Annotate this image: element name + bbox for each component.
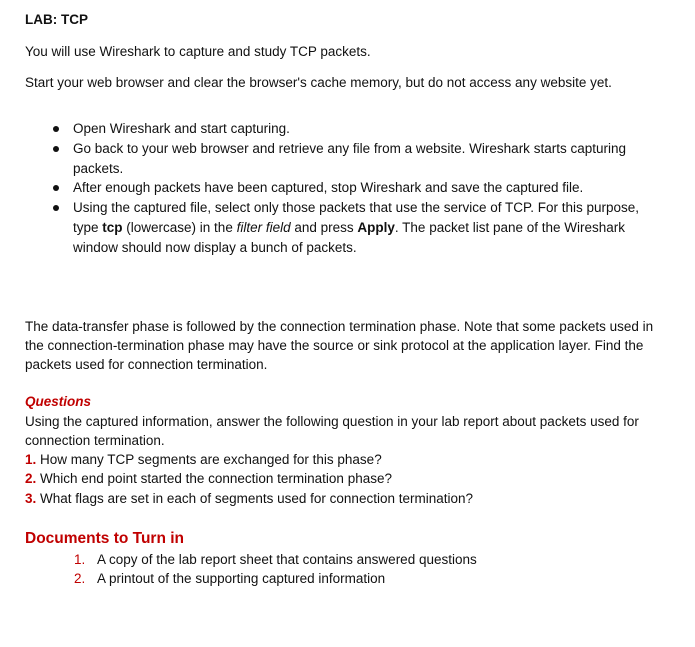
questions-heading: Questions: [25, 393, 92, 409]
question-item-1: [25, 450, 665, 470]
question-text: Which end point started the connection termination phase?: [36, 471, 392, 487]
bullet-icon: [53, 146, 59, 152]
question-number: 1.: [25, 451, 37, 467]
step-item-2: [25, 139, 665, 179]
step-item-1: [25, 119, 665, 139]
step4-part3: and press: [290, 219, 358, 235]
question-text: What flags are set in each of segments used for connection termination?: [36, 490, 474, 506]
bullet-icon: [53, 205, 59, 211]
bullet-icon: [53, 126, 59, 132]
steps-list: [25, 119, 665, 258]
step4-field: filter field: [236, 219, 291, 235]
document-number: 1.: [74, 552, 86, 568]
question-item-2: [25, 469, 665, 489]
step-item-3: [25, 178, 665, 198]
question-text: How many TCP segments are exchanged for this phase?: [36, 451, 382, 467]
bullet-icon: [53, 185, 59, 191]
document-number: 2.: [74, 571, 86, 587]
intro-paragraph-1: You will use Wireshark to capture and study TCP packets.: [25, 44, 371, 59]
termination-paragraph: The data-transfer phase is followed by the connection termination phase. Note that some packets used in the connection-termination phase may have the source or sink protocol at the application layer. Find the packets used for connection termination.: [25, 318, 654, 372]
documents-list: [25, 550, 665, 588]
document-page: [25, 10, 665, 588]
question-item-3: [25, 489, 665, 509]
page-title: LAB: TCP: [25, 12, 88, 27]
step4-part2: (lowercase) in the: [122, 219, 237, 235]
intro-paragraph-2: Start your web browser and clear the browser's cache memory, but do not access any website yet.: [25, 74, 612, 90]
documents-heading: Documents to Turn in: [25, 530, 185, 548]
step4-apply: Apply: [357, 219, 395, 235]
question-number: 2.: [25, 471, 37, 487]
step-item-4: [25, 198, 665, 257]
step4-part1: Using the captured file, select only those packets that use the service of TCP. For this purpose, type: [73, 200, 640, 235]
step-text-3: After enough packets have been captured, stop Wireshark and save the captured file.: [73, 180, 584, 196]
questions-intro: Using the captured information, answer the following question in your lab report about packets used for connection termination.: [25, 413, 639, 448]
document-text: A copy of the lab report sheet that contains answered questions: [97, 552, 477, 568]
question-number: 3.: [25, 490, 37, 506]
step-text-1: Open Wireshark and start capturing.: [73, 121, 290, 136]
step-text-4: [73, 200, 639, 255]
step4-keyword: tcp: [102, 219, 123, 235]
step-text-2: Go back to your web browser and retrieve any file from a website. Wireshark starts capturing packets.: [73, 140, 626, 176]
document-item-1: [25, 550, 665, 569]
document-text: A printout of the supporting captured information: [97, 571, 386, 587]
step4-part4: . The packet list pane of the Wireshark window should now display a bunch of packets.: [73, 219, 626, 255]
document-item-2: [25, 569, 665, 588]
